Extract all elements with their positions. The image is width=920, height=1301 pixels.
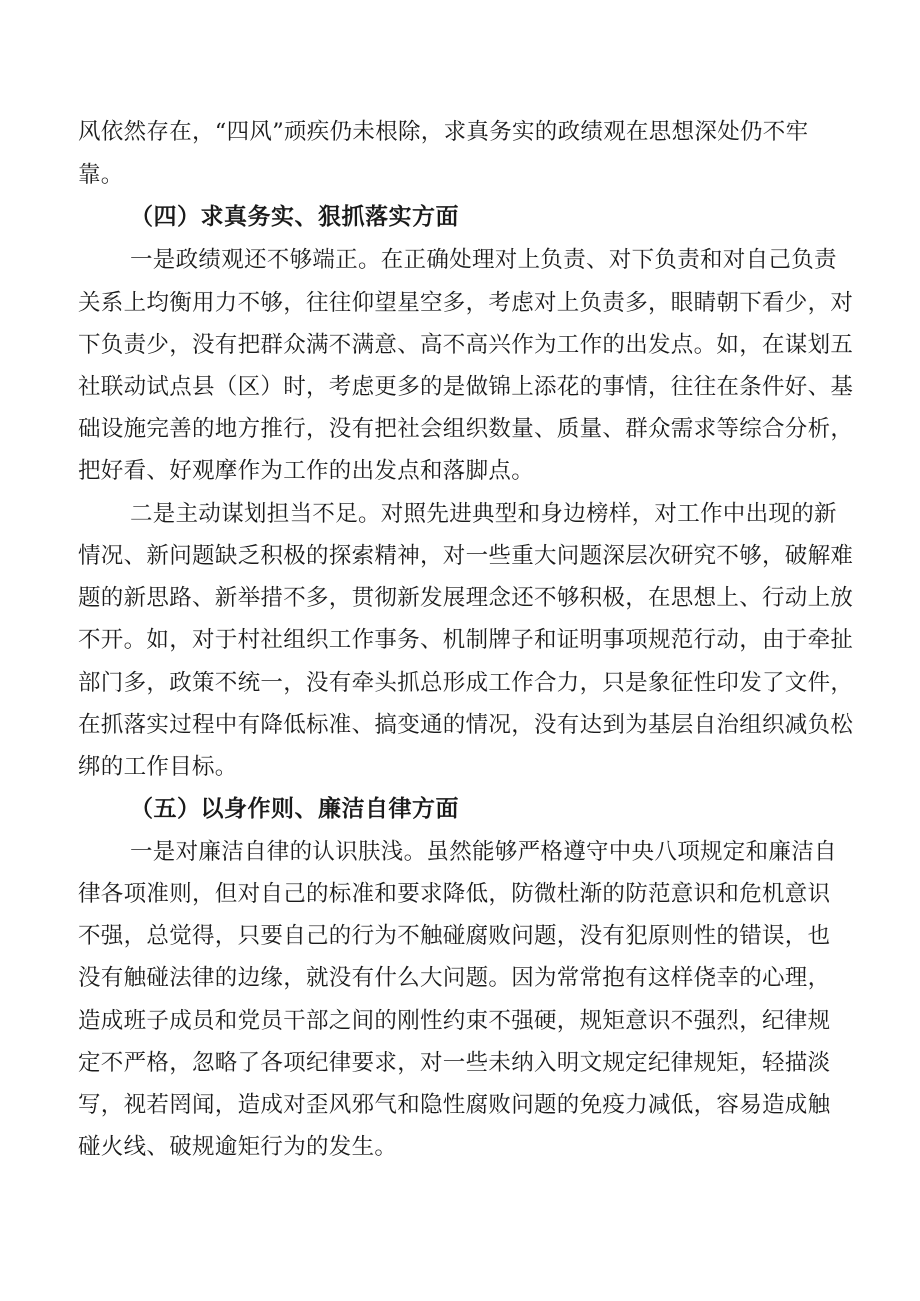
- paragraph-line: 不强，总觉得，只要自己的行为不触碰腐败问题，没有犯原则性的错误，也: [78, 923, 831, 949]
- section-heading-5: （五）以身作则、廉洁自律方面: [130, 796, 459, 822]
- paragraph-line: 在抓落实过程中有降低标准、搞变通的情况，没有达到为基层自治组织减负松: [78, 712, 854, 738]
- paragraph-line: 没有触碰法律的边缘，就没有什么大问题。因为常常抱有这样侥幸的心理，: [78, 965, 831, 991]
- section-heading-4: （四）求真务实、狠抓落实方面: [130, 204, 459, 230]
- paragraph-line: 律各项准则，但对自己的标准和要求降低，防微杜渐的防范意识和危机意识: [78, 881, 831, 907]
- intro-line: 靠。: [78, 162, 124, 188]
- paragraph-line: 定不严格，忽略了各项纪律要求，对一些未纳入明文规定纪律规矩，轻描淡: [78, 1050, 831, 1076]
- paragraph-line: 二是主动谋划担当不足。对照先进典型和身边榜样，对工作中出现的新: [130, 501, 837, 527]
- paragraph-line: 社联动试点县（区）时，考虑更多的是做锦上添花的事情，往往在条件好、基: [78, 374, 854, 400]
- paragraph-line: 题的新思路、新举措不多，贯彻新发展理念还不够积极，在思想上、行动上放: [78, 585, 854, 611]
- paragraph-line: 下负责少，没有把群众满不满意、高不高兴作为工作的出发点。如，在谋划五: [78, 332, 854, 358]
- paragraph-line: 础设施完善的地方推行，没有把社会组织数量、质量、群众需求等综合分析，: [78, 416, 854, 442]
- paragraph-line: 造成班子成员和党员干部之间的刚性约束不强硬，规矩意识不强烈，纪律规: [78, 1008, 831, 1034]
- paragraph-line: 一是政绩观还不够端正。在正确处理对上负责、对下负责和对自己负责: [130, 247, 837, 273]
- paragraph-line: 一是对廉洁自律的认识肤浅。虽然能够严格遵守中央八项规定和廉洁自: [130, 839, 837, 865]
- paragraph-line: 碰火线、破规逾矩行为的发生。: [78, 1134, 398, 1160]
- paragraph-line: 关系上均衡用力不够，往往仰望星空多，考虑对上负责多，眼睛朝下看少，对: [78, 290, 854, 316]
- paragraph-line: 部门多，政策不统一，没有牵头抓总形成工作合力，只是象征性印发了文件，: [78, 670, 854, 696]
- paragraph-line: 绑的工作目标。: [78, 754, 238, 780]
- intro-line: 风依然存在，“四风”顽疾仍未根除，求真务实的政绩观在思想深处仍不牢: [78, 119, 809, 145]
- paragraph-line: 不开。如，对于村社组织工作事务、机制牌子和证明事项规范行动，由于牵扯: [78, 627, 854, 653]
- paragraph-line: 情况、新问题缺乏积极的探索精神，对一些重大问题深层次研究不够，破解难: [78, 543, 854, 569]
- paragraph-line: 写，视若罔闻，造成对歪风邪气和隐性腐败问题的免疫力减低，容易造成触: [78, 1092, 831, 1118]
- paragraph-line: 把好看、好观摩作为工作的出发点和落脚点。: [78, 458, 535, 484]
